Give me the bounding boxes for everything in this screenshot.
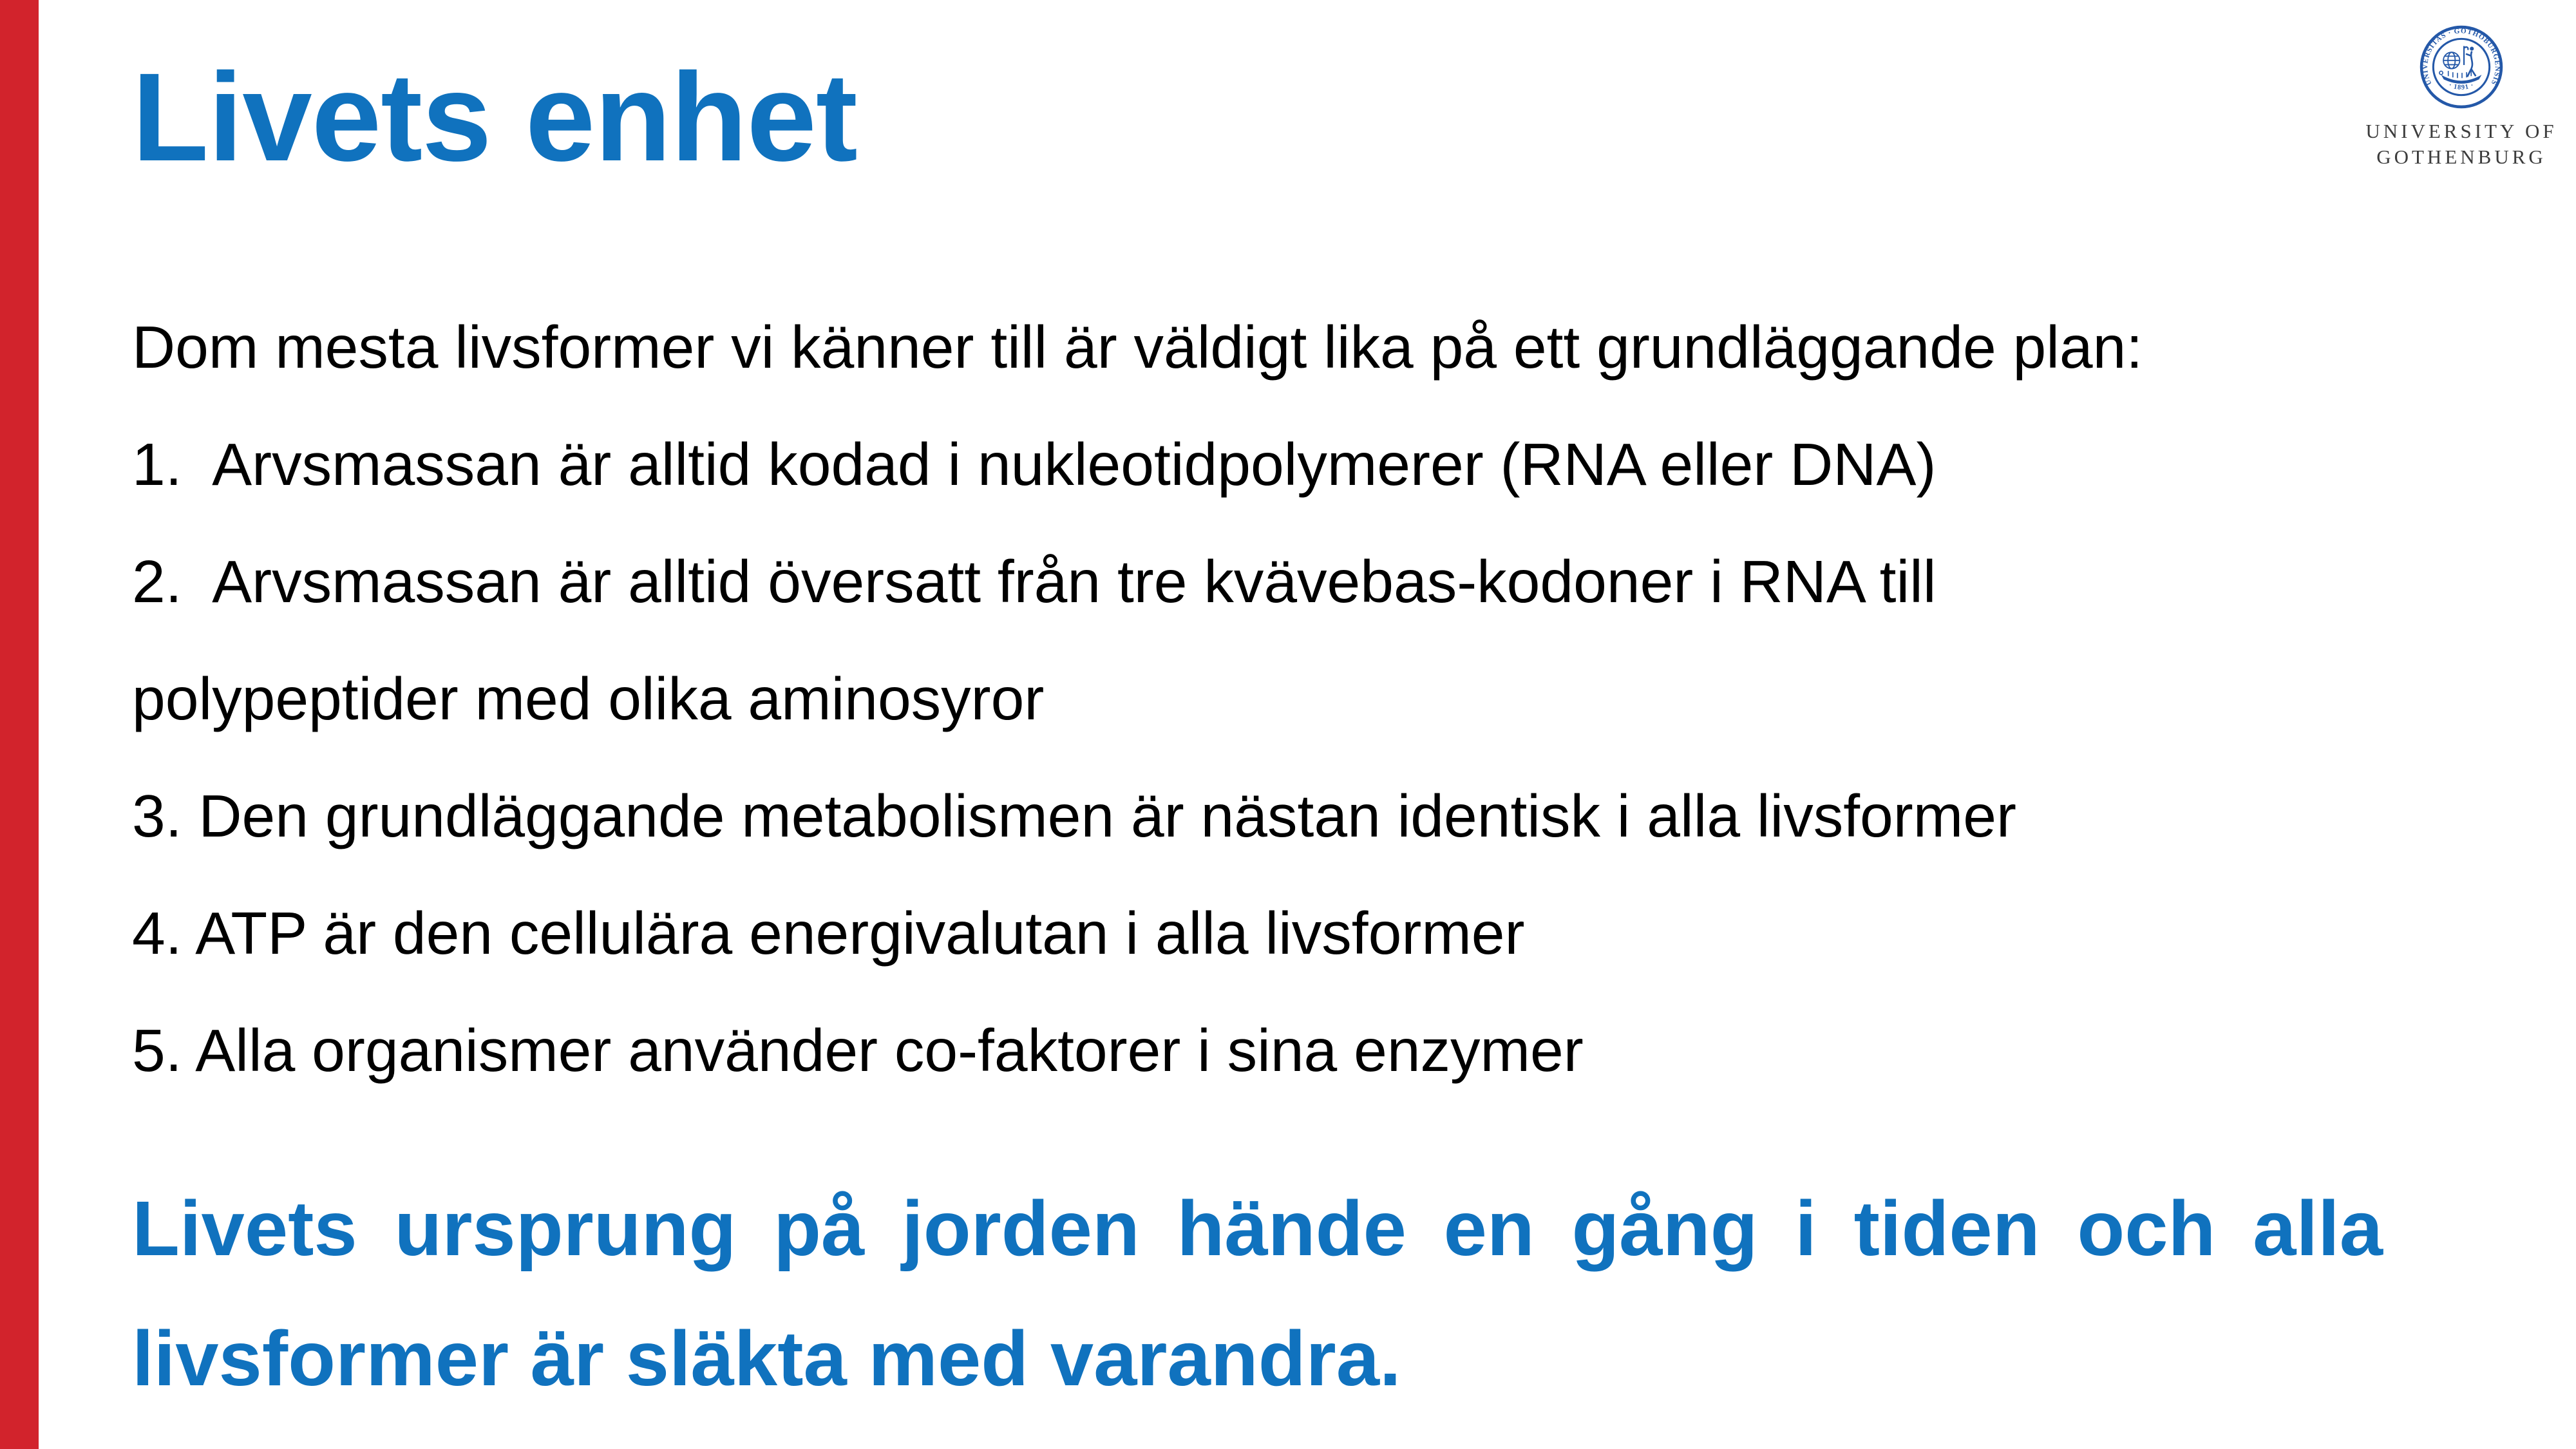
seal-staff-glyph: [2464, 46, 2468, 65]
body-line: 4. ATP är den cellulära energivalutan i alla livsformer: [132, 900, 1525, 967]
body-text-block: [132, 289, 2322, 1109]
seal-year-text: · 1891 ·: [2447, 81, 2476, 91]
body-line: Dom mesta livsformer vi känner till är väldigt lika på ett grundläggande plan:: [132, 314, 2143, 381]
page-title: Livets enhet: [132, 47, 857, 187]
body-line: 1. Arvsmassan är alltid kodad i nukleotidpolymerer (RNA eller DNA): [132, 431, 1937, 498]
university-seal-icon: [2419, 24, 2504, 109]
seal-globe-glyph: [2443, 52, 2459, 68]
body-line: 2. Arvsmassan är alltid översatt från tre kvävebas-kodoner i RNA till: [132, 548, 1937, 615]
svg-text:UNIVERSITAS · GOTHOBURGENSIS: [2421, 27, 2501, 86]
body-line: 5. Alla organismer använder co-faktorer i sina enzymer: [132, 1017, 1584, 1084]
university-logo: [2333, 24, 2576, 170]
wordmark-line2: GOTHENBURG: [2376, 146, 2546, 168]
seal-circular-text: UNIVERSITAS · GOTHOBURGENSIS: [2421, 27, 2501, 87]
seal-boat-glyph: [2439, 71, 2482, 84]
conclusion-text: Livets ursprung på jorden hände en gång i tiden och alla livsformer är släkta med varandra.: [132, 1184, 2383, 1402]
body-line: 3. Den grundläggande metabolismen är nästan identisk i alla livsformer: [132, 782, 2016, 849]
wordmark-line1: UNIVERSITY OF: [2365, 120, 2557, 142]
left-accent-bar: [0, 0, 39, 1449]
university-wordmark: [2333, 118, 2576, 170]
body-line: polypeptider med olika aminosyror: [132, 665, 1045, 732]
